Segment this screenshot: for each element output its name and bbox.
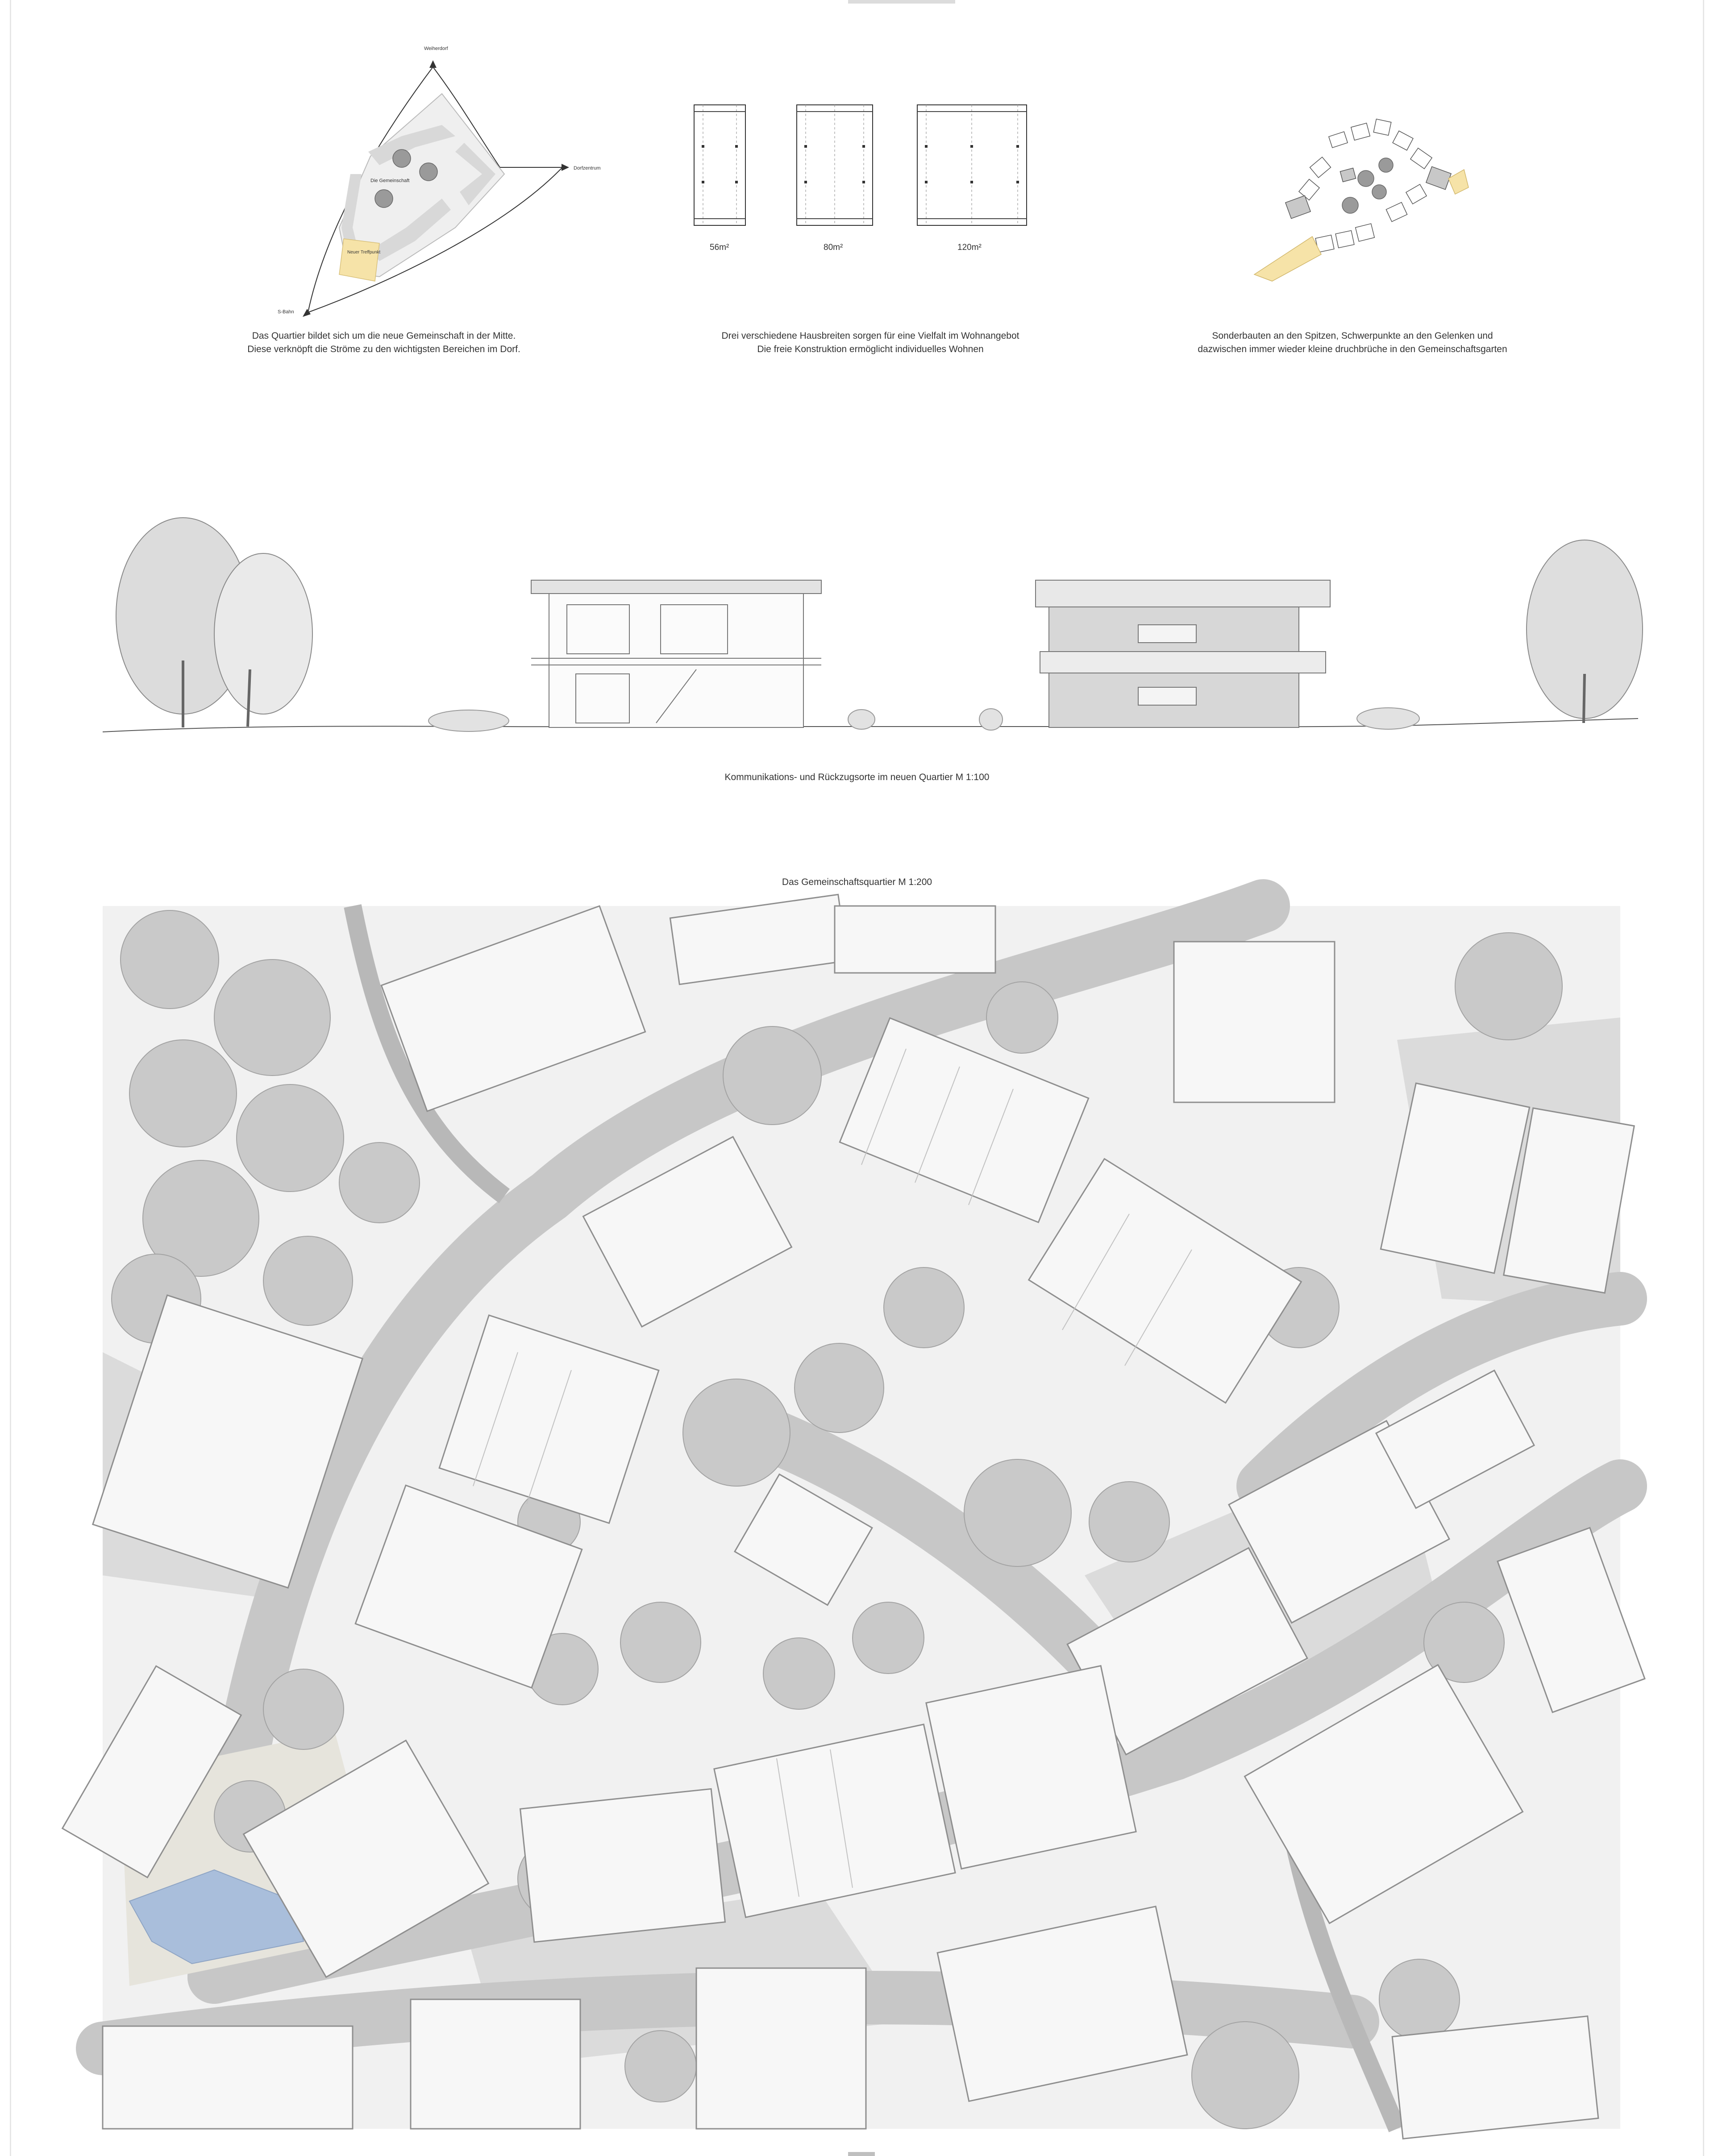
special-building-southwest (1254, 237, 1321, 281)
meeting-point-area (339, 239, 379, 281)
bottom-marker (848, 2152, 875, 2156)
siteplan-title: Das Gemeinschaftsquartier M 1:200 (782, 877, 932, 887)
special-buildings-caption-line-1: Sonderbauten an den Spitzen, Schwerpunkte an den Gelenken und (1212, 331, 1493, 341)
special-buildings-diagram (1245, 112, 1513, 290)
label-gemeinschaft: Die Gemeinschaft (370, 178, 410, 183)
building (1392, 2016, 1598, 2139)
house-width-caption-line-1: Drei verschiedene Hausbreiten sorgen für eine Vielfalt im Wohnangebot (721, 331, 1019, 341)
special-buildings-caption-line-2: dazwischen immer wieder kleine druchbrüche in den Gemeinschaftsgarten (1198, 344, 1507, 354)
house-width-diagram (687, 103, 1044, 254)
label-weiherdorf: Weiherdorf (424, 46, 448, 51)
tree-left-large (116, 518, 312, 714)
district-caption-line-2: Diese verknöpft die Ströme zu den wichtigsten Bereichen im Dorf. (247, 344, 520, 354)
left-border (10, 0, 11, 2156)
building (103, 2026, 353, 2129)
section-drawing (103, 513, 1638, 745)
building (1174, 942, 1335, 1102)
building (411, 1999, 580, 2129)
house-width-caption (661, 329, 1080, 356)
size-80: 80m² (824, 243, 843, 252)
top-partial-title (848, 0, 955, 4)
district-caption-line-1: Das Quartier bildet sich um die neue Gemeinschaft in der Mitte. (252, 331, 516, 341)
section-caption: Kommunikations- und Rückzugsorte im neuen Quartier M 1:100 (724, 772, 990, 782)
building (835, 906, 995, 973)
siteplan (103, 906, 1620, 2129)
house-width-caption-line-2: Die freie Konstruktion ermöglicht individuelles Wohnen (757, 344, 984, 354)
elevation-house (1036, 580, 1330, 727)
special-buildings-caption (1152, 329, 1553, 356)
building (926, 1666, 1136, 1869)
label-treffpunkt: Neuer Treffpunkt (347, 250, 381, 255)
label-sbahn: S-Bahn (278, 309, 294, 315)
district-caption (210, 329, 558, 356)
building (520, 1789, 725, 1942)
size-120: 120m² (957, 243, 982, 252)
house-56-plan (694, 105, 745, 225)
label-dorfzentrum: Dorfzentrum (574, 166, 601, 171)
district-flow-diagram (192, 40, 601, 326)
section-house (531, 580, 821, 727)
special-building-east (1448, 170, 1469, 194)
size-56: 56m² (710, 243, 729, 252)
right-border (1703, 0, 1704, 2156)
building (696, 1968, 866, 2129)
